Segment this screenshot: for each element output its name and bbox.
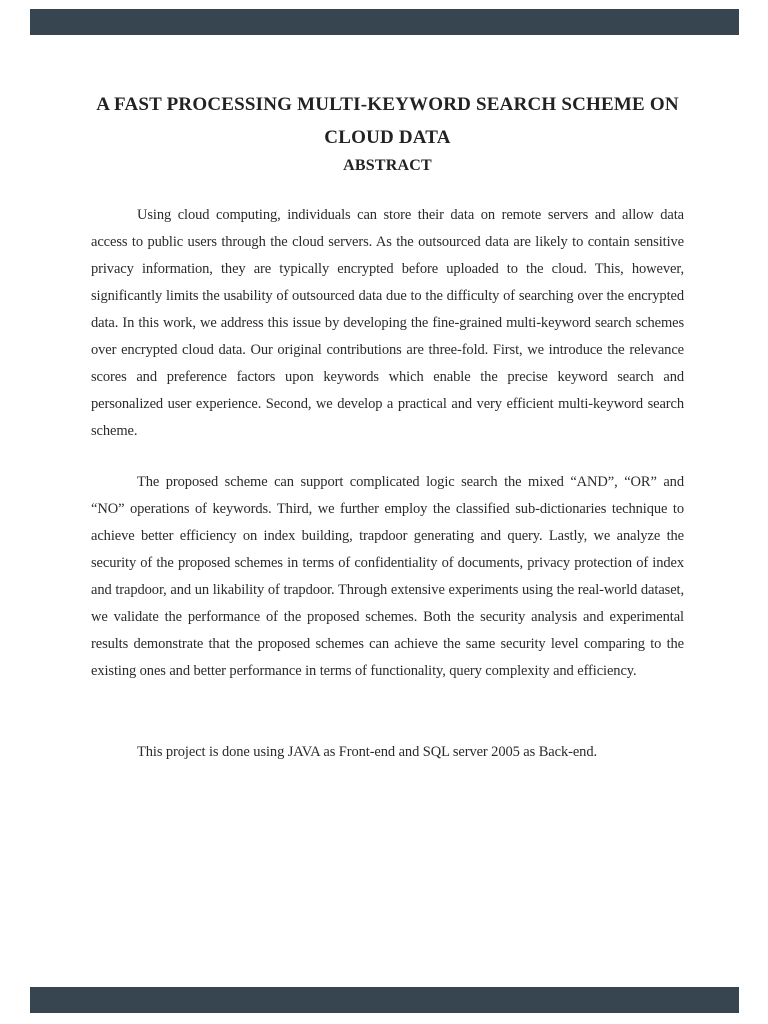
abstract-heading: ABSTRACT <box>343 157 432 174</box>
project-technology-note: This project is done using JAVA as Front-end and SQL server 2005 as Back-end. <box>137 744 597 760</box>
bottom-banner <box>30 987 739 1013</box>
document-title-line1: A FAST PROCESSING MULTI-KEYWORD SEARCH SCHEME ON <box>96 94 679 115</box>
abstract-content <box>91 0 684 766</box>
document-title <box>91 88 684 154</box>
document-title-line2: CLOUD DATA <box>324 127 451 148</box>
abstract-paragraph-2: The proposed scheme can support complicated logic search the mixed “AND”, “OR” and “NO” operations of keywords. Third, we further employ the classified sub-dictionaries technique to achieve better efficiency on index building, trapdoor generating and query. Lastly, we analyze the security of the proposed schemes in terms of confidentiality of documents, privacy protection of index and trapdoor, and un likability of trapdoor. Through extensive experiments using the real-world dataset, we validate the performance of the proposed schemes. Both the security analysis and experimental results demonstrate that the proposed schemes can achieve the same security level comparing to the existing ones and better performance in terms of functionality, query complexity and efficiency. <box>91 474 684 679</box>
abstract-paragraph-1: Using cloud computing, individuals can store their data on remote servers and allow data access to public users through the cloud servers. As the outsourced data are likely to contain sensitive privacy information, they are typically encrypted before uploaded to the cloud. This, however, significantly limits the usability of outsourced data due to the difficulty of searching over the encrypted data. In this work, we address this issue by developing the fine-grained multi-keyword search schemes over encrypted cloud data. Our original contributions are three-fold. First, we introduce the relevance scores and preference factors upon keywords which enable the precise keyword search and personalized user experience. Second, we develop a practical and very efficient multi-keyword search scheme. <box>91 207 684 439</box>
